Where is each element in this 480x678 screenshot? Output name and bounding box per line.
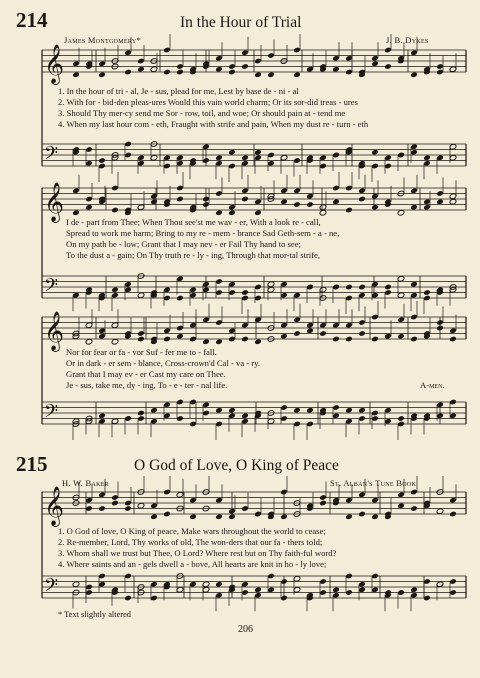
note-head <box>436 325 444 332</box>
note-head <box>306 201 314 208</box>
hymn-number: 214 <box>16 8 48 32</box>
note-head <box>124 505 132 512</box>
note-head <box>215 154 223 161</box>
note-head <box>228 513 236 520</box>
verse-line: Nor for fear or fa - vor Suf - fer me to - fall. <box>66 347 217 357</box>
note-head <box>397 209 405 216</box>
note-head <box>137 410 145 417</box>
note-head <box>111 286 119 293</box>
verse-line: Grant that I may ev - er Cast my care on Thee. <box>66 369 226 379</box>
svg-text:𝄞: 𝄞 <box>44 311 65 351</box>
note-head <box>124 595 132 602</box>
note-head <box>241 412 249 419</box>
note-head <box>85 204 93 211</box>
note-head <box>137 502 145 509</box>
note-head <box>228 69 236 76</box>
note-head <box>293 71 301 78</box>
note-head <box>215 338 223 345</box>
note-head <box>137 66 145 73</box>
amen-label: A-men. <box>420 380 445 390</box>
note-head <box>345 284 353 291</box>
note-head <box>241 336 249 343</box>
note-head <box>423 289 431 296</box>
note-head <box>345 207 353 214</box>
verse-line: To the dust a - gain; On Thy truth re - ly - ing, Through that mor-tal strife, <box>66 250 321 260</box>
note-head <box>410 71 418 78</box>
note-head <box>241 154 249 161</box>
note-head <box>371 204 379 211</box>
note-head <box>202 338 210 345</box>
note-head <box>150 407 158 414</box>
note-head <box>163 69 171 76</box>
note-head <box>137 292 145 299</box>
note-head <box>228 407 236 414</box>
note-head <box>410 505 418 512</box>
note-head <box>358 511 366 518</box>
note-head <box>215 513 223 520</box>
svg-text:𝄢: 𝄢 <box>44 143 59 169</box>
note-head <box>397 333 405 340</box>
note-head <box>293 201 301 208</box>
note-head <box>176 333 184 340</box>
verse-line: 2. Re-member, Lord, Thy works of old, The won-ders that our fa - thers told; <box>58 537 323 547</box>
note-head <box>358 407 366 414</box>
note-head <box>384 284 392 291</box>
svg-text:𝄢: 𝄢 <box>44 401 59 427</box>
note-head <box>449 511 457 518</box>
note-head <box>176 196 184 203</box>
svg-text:𝄢: 𝄢 <box>44 275 59 301</box>
note-head <box>215 209 223 216</box>
note-head <box>215 407 223 414</box>
hymn-number: 215 <box>16 452 48 476</box>
note-head <box>358 330 366 337</box>
hymn-composer: J. B. Dykes <box>386 35 429 45</box>
note-head <box>189 513 197 520</box>
note-head <box>111 207 119 214</box>
note-head <box>280 333 288 340</box>
verse-line: Or in dark - er sem - blance, Cross-crown'd Cal - va - ry. <box>66 358 261 368</box>
note-head <box>85 338 93 345</box>
verse-line: 2. With for - bid-den pleas-ures Would this vain world charm; Or its sor-did treas - ures <box>58 97 358 107</box>
hymn-composer: St. Alban's Tune Book <box>330 478 417 488</box>
note-head <box>449 336 457 343</box>
note-head <box>358 284 366 291</box>
hymn-title: O God of Love, O King of Peace <box>134 457 339 474</box>
note-head <box>176 69 184 76</box>
note-head <box>98 71 106 78</box>
note-head <box>72 71 80 78</box>
note-head <box>410 204 418 211</box>
note-head <box>72 581 80 588</box>
note-head <box>423 154 431 161</box>
verse-line: Je - sus, take me, dy - ing, To - e - ter - nal life. <box>66 380 228 390</box>
note-head <box>332 336 340 343</box>
note-head <box>72 209 80 216</box>
note-head <box>397 415 405 422</box>
note-head <box>410 281 418 288</box>
svg-text:𝄢: 𝄢 <box>44 575 59 601</box>
verse-line: Spread to work me harm; Bring to my re - mem - brance Sad Geth-sem - a - ne, <box>66 228 340 238</box>
verse-line: 1. O God of love, O King of peace, Make wars throughout the world to cease; <box>58 526 326 536</box>
note-head <box>98 157 106 164</box>
note-head <box>163 336 171 343</box>
hymn-title: In the Hour of Trial <box>180 14 302 31</box>
note-head <box>163 511 171 518</box>
note-head <box>306 327 314 334</box>
note-head <box>436 508 444 515</box>
note-head <box>293 407 301 414</box>
note-head <box>371 60 379 67</box>
note-head <box>319 330 327 337</box>
note-head <box>319 209 327 216</box>
svg-text:𝄞: 𝄞 <box>44 44 65 84</box>
note-head <box>98 412 106 419</box>
note-head <box>150 513 158 520</box>
note-head <box>345 513 353 520</box>
verse-line: I de - part from Thee; When Thou see'st me wav - er, With a look re - call, <box>66 217 321 227</box>
note-head <box>371 149 379 156</box>
page-number: 206 <box>238 624 253 635</box>
note-head <box>241 196 249 203</box>
verse-line: 1. In the hour of tri - al, Je - sus, plead for me, Lest by base de - ni - al <box>58 86 299 96</box>
note-head <box>293 330 301 337</box>
note-head <box>254 71 262 78</box>
note-head <box>254 586 262 593</box>
note-head <box>345 407 353 414</box>
hymn-author: James Montgomery* <box>64 35 142 45</box>
note-head <box>332 66 340 73</box>
note-head <box>254 209 262 216</box>
footnote: * Text slightly altered <box>58 610 131 619</box>
note-head <box>241 63 249 70</box>
note-head <box>176 295 184 302</box>
hymn-author: H. W. Baker <box>62 478 110 488</box>
verse-line: 3. Whom shall we trust but Thee, O Lord? Where rest but on Thy faith-ful word? <box>58 548 337 558</box>
verse-line: On my path be - low; Grant that I may nev - er Fail Thy hand to see; <box>66 239 301 249</box>
svg-text:𝄞: 𝄞 <box>44 182 65 222</box>
note-head <box>410 586 418 593</box>
note-head <box>228 149 236 156</box>
note-head <box>215 581 223 588</box>
note-head <box>397 502 405 509</box>
note-head <box>306 407 314 414</box>
note-head <box>124 69 132 76</box>
note-head <box>371 336 379 343</box>
note-head <box>111 500 119 507</box>
note-head <box>215 66 223 73</box>
verse-line: 4. Where saints and an - gels dwell a - bove, All hearts are knit in ho - ly love; <box>58 559 327 569</box>
note-head <box>358 196 366 203</box>
note-head <box>345 336 353 343</box>
verse-line: 4. When my last hour com - eth, Fraught with strife and pain, When my dust re - turn - eth <box>58 119 369 129</box>
verse-line: 3. Should Thy mer-cy send me Sor - row, toil, and woe; Or should pain at - tend me <box>58 108 346 118</box>
note-head <box>111 338 119 345</box>
note-head <box>241 289 249 296</box>
note-head <box>280 513 288 520</box>
note-head <box>332 198 340 205</box>
note-head <box>254 149 262 156</box>
note-head <box>98 505 106 512</box>
note-head <box>410 336 418 343</box>
note-head <box>319 500 327 507</box>
svg-text:𝄞: 𝄞 <box>44 486 65 526</box>
note-head <box>137 336 145 343</box>
note-head <box>150 198 158 205</box>
note-head <box>384 63 392 70</box>
note-head <box>449 198 457 205</box>
note-head <box>254 338 262 345</box>
note-head <box>371 513 379 520</box>
note-head <box>228 209 236 216</box>
note-head <box>280 198 288 205</box>
note-head <box>267 71 275 78</box>
note-head <box>332 586 340 593</box>
note-head <box>436 198 444 205</box>
